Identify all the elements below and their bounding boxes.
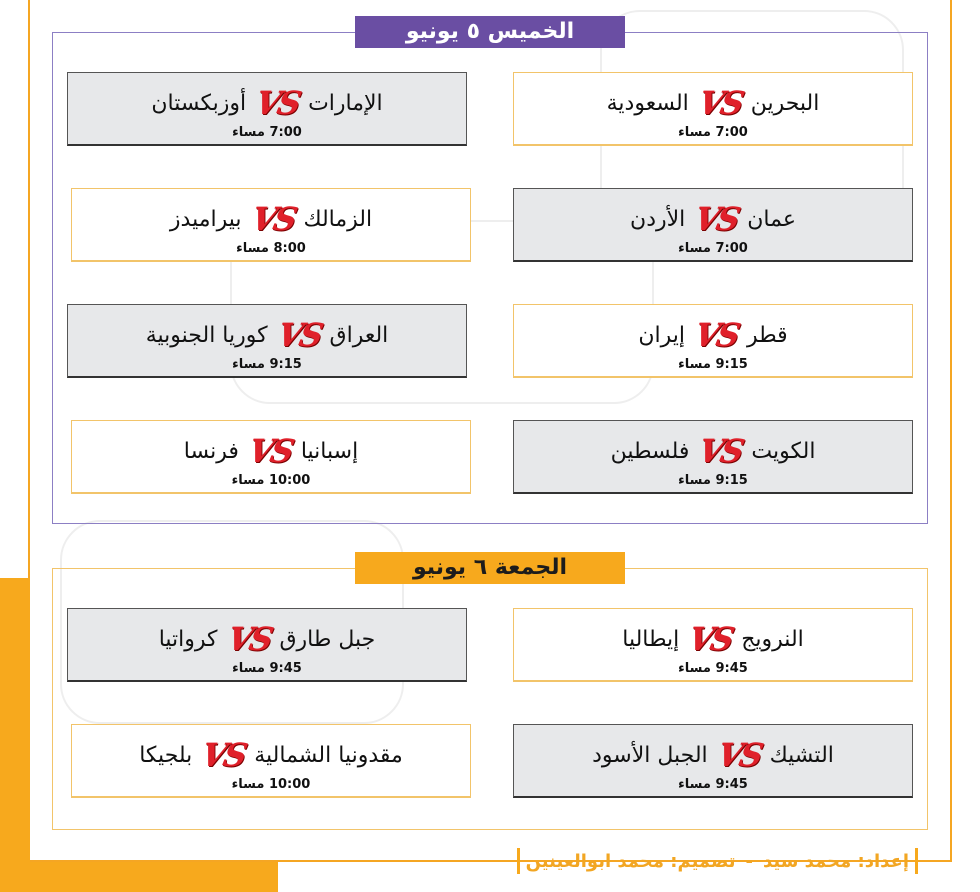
match-card xyxy=(513,72,913,146)
credit-prepared: إعداد: محمد سيد xyxy=(762,850,909,872)
day-header-thursday: الخميس ٥ يونيو xyxy=(355,16,625,48)
away-team: بيراميدز xyxy=(169,206,242,232)
match-time: 9:15 مساء xyxy=(678,473,748,488)
vs-logo: VS xyxy=(252,84,303,122)
home-team: العراق xyxy=(329,322,389,348)
match-card xyxy=(513,188,913,262)
match-card xyxy=(513,420,913,494)
match-card xyxy=(513,608,913,682)
away-team: إيران xyxy=(638,322,686,348)
vs-logo: VS xyxy=(694,84,745,122)
vs-logo: VS xyxy=(244,432,295,470)
match-time: 9:15 مساء xyxy=(678,357,748,372)
match-card xyxy=(71,724,471,798)
vs-logo: VS xyxy=(247,200,298,238)
frame-right-line xyxy=(950,0,952,862)
match-time: 10:00 مساء xyxy=(231,777,311,792)
home-team: قطر xyxy=(746,322,788,348)
match-card xyxy=(513,724,913,798)
match-time: 9:15 مساء xyxy=(232,357,302,372)
away-team: فلسطين xyxy=(610,438,690,464)
home-team: الزمالك xyxy=(303,206,373,232)
home-team: التشيك xyxy=(769,742,834,768)
vs-logo: VS xyxy=(695,432,746,470)
match-time: 9:45 مساء xyxy=(232,661,302,676)
match-time: 9:45 مساء xyxy=(678,661,748,676)
away-team: فرنسا xyxy=(183,438,239,464)
home-team: النرويج xyxy=(741,626,804,652)
vs-logo: VS xyxy=(198,736,249,774)
vs-logo: VS xyxy=(713,736,764,774)
match-card xyxy=(513,304,913,378)
credit-design: تصميم: محمد ابوالعينين xyxy=(525,850,736,872)
home-team: مقدونيا الشمالية xyxy=(254,742,403,768)
vs-logo: VS xyxy=(273,316,324,354)
away-team: إيطاليا xyxy=(622,626,680,652)
day-header-friday: الجمعة ٦ يونيو xyxy=(355,552,625,584)
match-card xyxy=(67,608,467,682)
match-time: 7:00 مساء xyxy=(678,241,748,256)
vs-logo: VS xyxy=(685,620,736,658)
vs-logo: VS xyxy=(691,200,742,238)
credit-bar-left xyxy=(517,848,520,874)
credits-line xyxy=(492,844,924,878)
away-team: الأردن xyxy=(630,206,686,232)
home-team: عمان xyxy=(747,206,796,232)
vs-logo: VS xyxy=(223,620,274,658)
home-team: الإمارات xyxy=(308,90,383,116)
credit-separator: - xyxy=(745,850,753,872)
home-team: جبل طارق xyxy=(279,626,376,652)
home-team: الكويت xyxy=(751,438,816,464)
vs-logo: VS xyxy=(690,316,741,354)
home-team: البحرين xyxy=(750,90,820,116)
match-time: 7:00 مساء xyxy=(232,125,302,140)
match-time: 9:45 مساء xyxy=(678,777,748,792)
away-team: أوزبكستان xyxy=(151,90,247,116)
away-team: بلجيكا xyxy=(139,742,193,768)
away-team: كرواتيا xyxy=(158,626,218,652)
match-time: 10:00 مساء xyxy=(231,473,311,488)
match-card xyxy=(67,72,467,146)
match-time: 7:00 مساء xyxy=(678,125,748,140)
match-card xyxy=(71,420,471,494)
credit-bar-right xyxy=(915,848,918,874)
away-team: كوريا الجنوبية xyxy=(145,322,268,348)
away-team: الجبل الأسود xyxy=(592,742,708,768)
match-card xyxy=(67,304,467,378)
home-team: إسبانيا xyxy=(300,438,359,464)
away-team: السعودية xyxy=(606,90,689,116)
match-time: 8:00 مساء xyxy=(236,241,306,256)
match-card xyxy=(71,188,471,262)
